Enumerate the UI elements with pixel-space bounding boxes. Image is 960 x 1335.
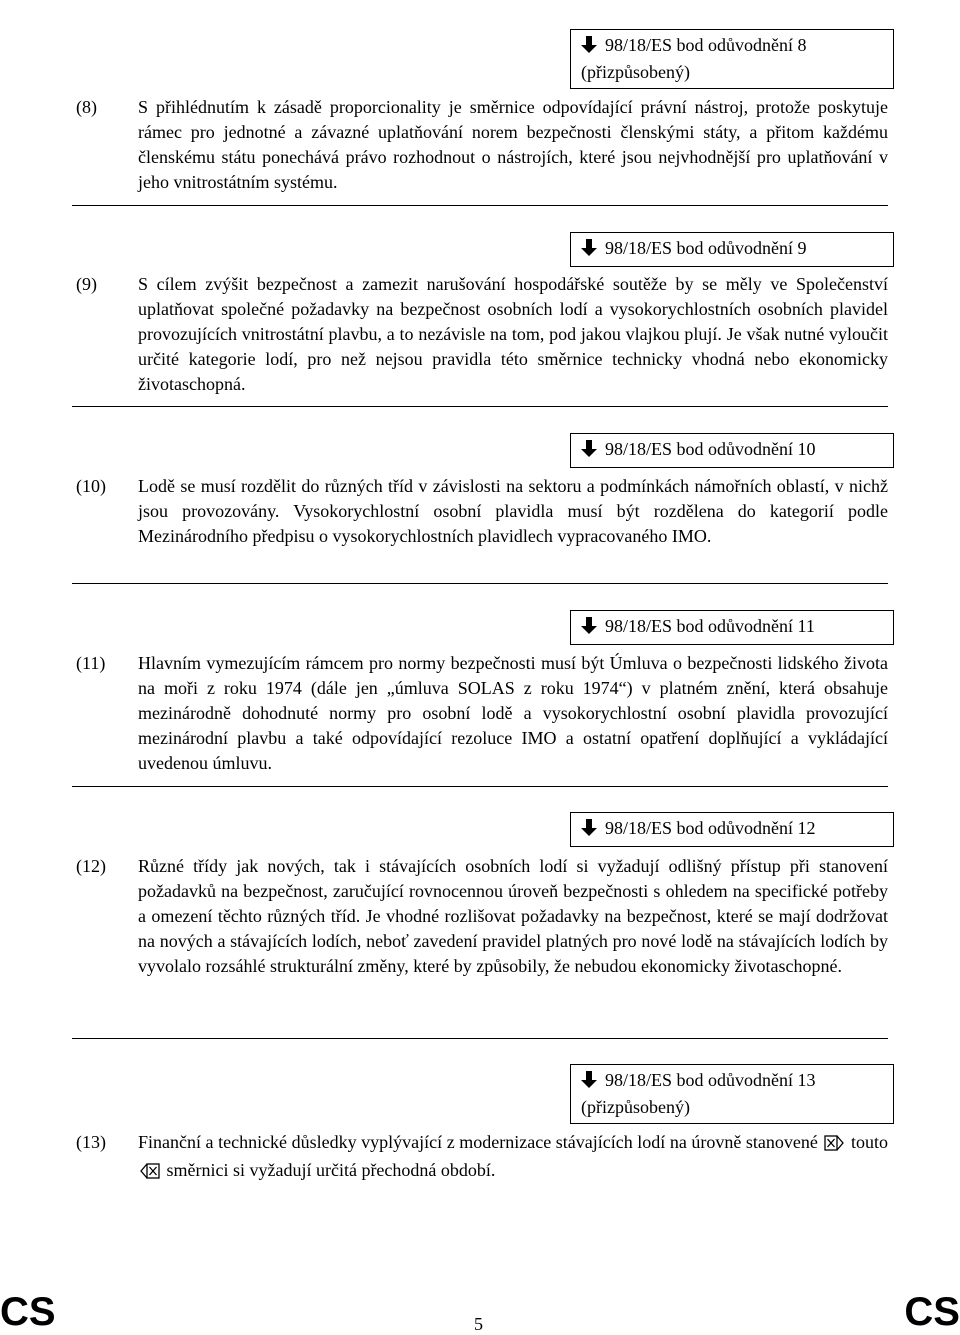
divider (72, 406, 888, 407)
recital-10 (76, 474, 888, 549)
reference-box-11 (570, 610, 894, 645)
recital-13 (76, 1130, 888, 1186)
divider (72, 205, 888, 206)
divider (72, 583, 888, 584)
recital-text: S přihlédnutím k zásadě proporcionality je směrnice odpovídající právní nástroj, protože poskytuje rámec pro jednotné a závazné uplatňování norem bezpečnosti členskými státy, a přitom každému členskému státu ponechává právo rozhodnout o nástrojích, které jsou nejvhodnější pro uplatňování v jeho vnitrostátním systému. (138, 97, 888, 192)
divider (72, 786, 888, 787)
reference-label: 98/18/ES bod odůvodnění 12 (605, 818, 816, 838)
reference-note: (přizpůsobený) (581, 1097, 690, 1117)
page-number: 5 (474, 1314, 483, 1334)
reference-box-12 (570, 812, 894, 847)
recital-text: Hlavním vymezujícím rámcem pro normy bezpečnosti musí být Úmluva o bezpečnosti lidského života na moři z roku 1974 (dále jen „úmluva SOLAS z roku 1974“) v platném znění, která obsahuje mezinárodně dohodnuté normy pro osobní lodě a vysokorychlostní osobní plavidla provozující mezinárodní plavbu a také odpovídající rezoluce IMO a ostatní opatření doplňující a vykládající uvedenou úmluvu. (138, 653, 888, 773)
reference-box-8 (570, 29, 894, 89)
recital-8 (76, 95, 888, 195)
reference-note: (přizpůsobený) (581, 62, 690, 82)
down-arrow-icon (581, 1070, 599, 1095)
reference-label: 98/18/ES bod odůvodnění 13 (605, 1070, 816, 1090)
down-arrow-icon (581, 818, 599, 843)
recital-number: (8) (76, 97, 97, 117)
reference-box-13 (570, 1064, 894, 1124)
reference-box-9 (570, 232, 894, 267)
recital-text: Lodě se musí rozdělit do různých tříd v závislosti na sektoru a podmínkách námořních oblastí, v nichž jsou provozovány. Vysokorychlostní osobní plavidla musí být rozdělena do kategorií podle Mezinárodního předpisu o vysokorychlostních plavidlech vypracovaného IMO. (138, 476, 888, 546)
recital-number: (9) (76, 274, 97, 294)
reference-label: 98/18/ES bod odůvodnění 11 (605, 616, 815, 636)
reference-label: 98/18/ES bod odůvodnění 10 (605, 439, 816, 459)
inserted-text: touto (851, 1132, 889, 1152)
down-arrow-icon (581, 439, 599, 464)
divider (72, 1038, 888, 1039)
recital-number: (10) (76, 476, 106, 496)
recital-9 (76, 272, 888, 397)
recital-text-after: směrnici si vyžadují určitá přechodná období. (166, 1160, 496, 1180)
recital-text-before: Finanční a technické důsledky vyplývající z modernizace stávajících lodí na úrovně stanovené (138, 1132, 818, 1152)
recital-number: (12) (76, 856, 106, 876)
reference-box-10 (570, 433, 894, 468)
recital-text: S cílem zvýšit bezpečnost a zamezit narušování hospodářské soutěže by se měly ve Společenství uplatňovat společné požadavky na bezpečnost osobních lodí a vysokorychlostních osobních plavidel provozujících vnitrostátní plavbu, a to nezávisle na tom, pod jakou vlajkou plují. Je však nutné vyloučit určité kategorie lodí, pro než nejsou pravidla této směrnice technicky vhodná nebo ekonomicky životaschopná. (138, 274, 888, 394)
insert-start-icon (824, 1133, 844, 1158)
down-arrow-icon (581, 35, 599, 60)
recital-12 (76, 854, 888, 979)
down-arrow-icon (581, 238, 599, 263)
insert-end-icon (140, 1161, 160, 1186)
footer-language-right: CS (904, 1290, 960, 1334)
reference-label: 98/18/ES bod odůvodnění 8 (605, 35, 807, 55)
recital-number: (13) (76, 1132, 106, 1152)
reference-label: 98/18/ES bod odůvodnění 9 (605, 238, 807, 258)
down-arrow-icon (581, 616, 599, 641)
recital-text (138, 1130, 888, 1186)
recital-text: Různé třídy jak nových, tak i stávajících osobních lodí si vyžadují odlišný přístup při stanovení požadavků na bezpečnost, zaručující rovnocennou úroveň bezpečnosti s ohledem na specifické potřeby a omezení těchto různých tříd. Je vhodné rozlišovat požadavky na bezpečnost, které se mají dodržovat na nových a stávajících lodích, neboť zavedení pravidel platných pro nové lodě na stávajících lodích by vyvolalo rozsáhlé strukturální změny, které by způsobily, že nebudou ekonomicky životaschopné. (138, 856, 888, 976)
recital-number: (11) (76, 653, 106, 673)
footer-language-left: CS (0, 1290, 56, 1334)
recital-11 (76, 651, 888, 776)
